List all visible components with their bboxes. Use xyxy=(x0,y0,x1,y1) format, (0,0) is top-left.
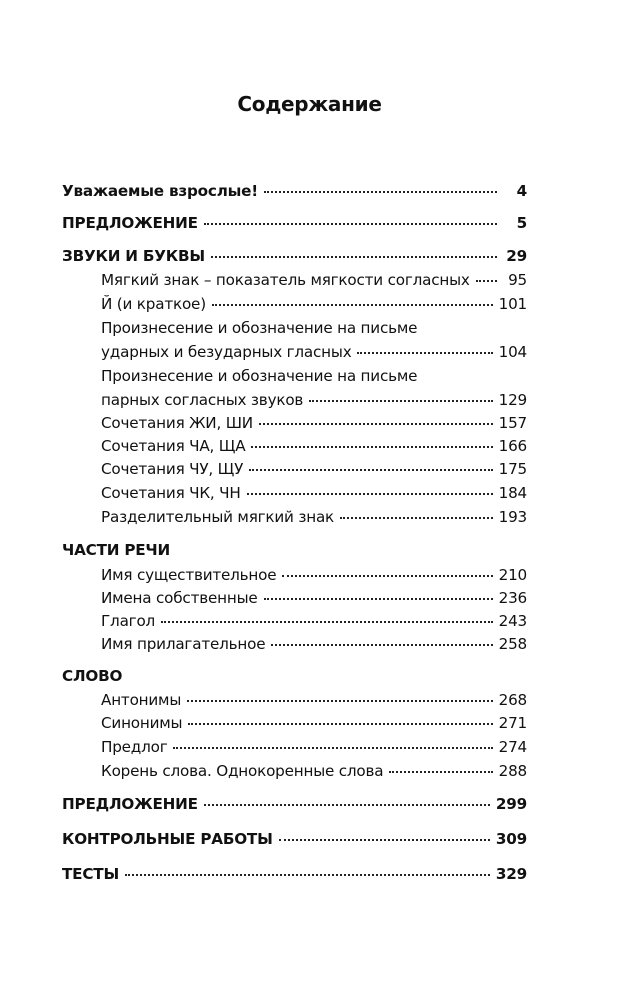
dot-leader xyxy=(211,256,497,258)
toc-page-number: 101 xyxy=(498,295,527,313)
dot-leader xyxy=(357,352,492,354)
dot-leader xyxy=(161,621,493,623)
toc-page-number: 288 xyxy=(498,762,527,780)
toc-entry-title: Й (и краткое) xyxy=(101,295,206,313)
toc-entry-title: парных согласных звуков xyxy=(101,391,304,409)
toc-page-number: 271 xyxy=(498,714,527,732)
dot-leader xyxy=(271,644,492,646)
toc-page-number: 104 xyxy=(498,343,527,361)
toc-entry-title: Сочетания ЧА, ЩА xyxy=(101,437,246,455)
dot-leader xyxy=(204,804,490,806)
toc-page-number: 210 xyxy=(498,566,527,584)
toc-entry-title: Мягкий знак – показатель мягкости согласных xyxy=(101,271,470,289)
toc-entry-title: ТЕСТЫ xyxy=(62,865,119,883)
toc-page-number: 29 xyxy=(506,247,527,265)
toc-page-number: 258 xyxy=(498,635,527,653)
toc-page-number: 299 xyxy=(495,795,527,813)
toc-entry-title-line1: Произнесение и обозначение на письме xyxy=(101,367,418,385)
toc-entry-title: Антонимы xyxy=(101,691,182,709)
toc-entry-title: Предлог xyxy=(101,738,168,756)
toc-page-number: 193 xyxy=(498,508,527,526)
toc-entry-title: Разделительный мягкий знак xyxy=(101,508,335,526)
dot-leader xyxy=(187,700,493,702)
toc-entry-title-line1: Произнесение и обозначение на письме xyxy=(101,319,418,337)
toc-section-parts-of-speech xyxy=(62,540,170,560)
toc-entry[interactable] xyxy=(101,713,527,733)
dot-leader xyxy=(259,423,493,425)
toc-entry[interactable] xyxy=(101,634,527,654)
toc-entry[interactable] xyxy=(101,611,527,631)
dot-leader xyxy=(340,517,493,519)
toc-page-number: 268 xyxy=(498,691,527,709)
toc-section-title: ЧАСТИ РЕЧИ xyxy=(62,541,171,559)
toc-page-number: 184 xyxy=(498,484,527,502)
toc-entry[interactable] xyxy=(101,390,527,410)
dot-leader xyxy=(264,598,493,600)
toc-page-number: 95 xyxy=(508,271,527,289)
dot-leader xyxy=(476,280,497,282)
toc-entry-tests[interactable] xyxy=(62,829,527,849)
toc-page-number: 274 xyxy=(498,738,527,756)
dot-leader xyxy=(188,723,492,725)
toc-entry-quizzes[interactable] xyxy=(62,864,527,884)
toc-page-number: 129 xyxy=(498,391,527,409)
toc-entry-title: ударных и безударных гласных xyxy=(101,343,352,361)
toc-entry[interactable] xyxy=(101,737,527,757)
toc-entry-title: Сочетания ЧУ, ЩУ xyxy=(101,460,244,478)
toc-page-number: 329 xyxy=(495,865,527,883)
dot-leader xyxy=(247,493,493,495)
toc-entry[interactable] xyxy=(101,413,527,433)
toc-entry-title: Глагол xyxy=(101,612,156,630)
dot-leader xyxy=(279,839,490,841)
toc-page-number: 157 xyxy=(498,414,527,432)
toc-entry[interactable] xyxy=(101,270,527,290)
dot-leader xyxy=(251,446,492,448)
toc-entry-title: Имя существительное xyxy=(101,566,277,584)
toc-section-title: СЛОВО xyxy=(62,667,123,685)
dot-leader xyxy=(282,575,492,577)
dot-leader xyxy=(125,874,490,876)
toc-entry[interactable] xyxy=(101,483,527,503)
toc-entry-title: Синонимы xyxy=(101,714,183,732)
toc-entry[interactable] xyxy=(101,507,527,527)
toc-page-number: 166 xyxy=(498,437,527,455)
dot-leader xyxy=(249,469,492,471)
toc-entry-title: ПРЕДЛОЖЕНИЕ xyxy=(62,214,198,232)
toc-entry[interactable] xyxy=(101,459,527,479)
toc-entry[interactable] xyxy=(101,761,527,781)
toc-entry[interactable] xyxy=(101,342,527,362)
toc-page-number: 309 xyxy=(495,830,527,848)
toc-page-number: 5 xyxy=(516,214,527,232)
toc-entry[interactable] xyxy=(101,690,527,710)
dot-leader xyxy=(389,771,492,773)
toc-entry[interactable] xyxy=(101,588,527,608)
toc-entry-title: Сочетания ЖИ, ШИ xyxy=(101,414,253,432)
toc-page-number: 4 xyxy=(516,182,527,200)
toc-section-word xyxy=(62,666,122,686)
toc-page-number: 236 xyxy=(498,589,527,607)
toc-entry[interactable] xyxy=(101,565,527,585)
toc-entry-sentence[interactable] xyxy=(62,213,527,233)
page-title: Содержание xyxy=(237,92,382,116)
toc-section-title: ЗВУКИ И БУКВЫ xyxy=(62,247,205,265)
toc-entry-intro[interactable] xyxy=(62,181,527,201)
toc-entry-title: Корень слова. Однокоренные слова xyxy=(101,762,384,780)
toc-entry-title: Имена собственные xyxy=(101,589,258,607)
toc-entry-title: Сочетания ЧК, ЧН xyxy=(101,484,241,502)
toc-page-number: 175 xyxy=(498,460,527,478)
toc-section-sounds[interactable] xyxy=(62,246,527,266)
toc-entry-title: КОНТРОЛЬНЫЕ РАБОТЫ xyxy=(62,830,273,848)
toc-entry[interactable] xyxy=(101,294,527,314)
dot-leader xyxy=(173,747,492,749)
toc-entry-title: Имя прилагательное xyxy=(101,635,266,653)
dot-leader xyxy=(264,191,497,193)
toc-entry-title: Уважаемые взрослые! xyxy=(62,182,258,200)
toc-entry-title: ПРЕДЛОЖЕНИЕ xyxy=(62,795,198,813)
toc-entry-sentence-2[interactable] xyxy=(62,794,527,814)
dot-leader xyxy=(204,223,497,225)
dot-leader xyxy=(309,400,492,402)
dot-leader xyxy=(212,304,493,306)
toc-page-number: 243 xyxy=(498,612,527,630)
toc-entry[interactable] xyxy=(101,436,527,456)
